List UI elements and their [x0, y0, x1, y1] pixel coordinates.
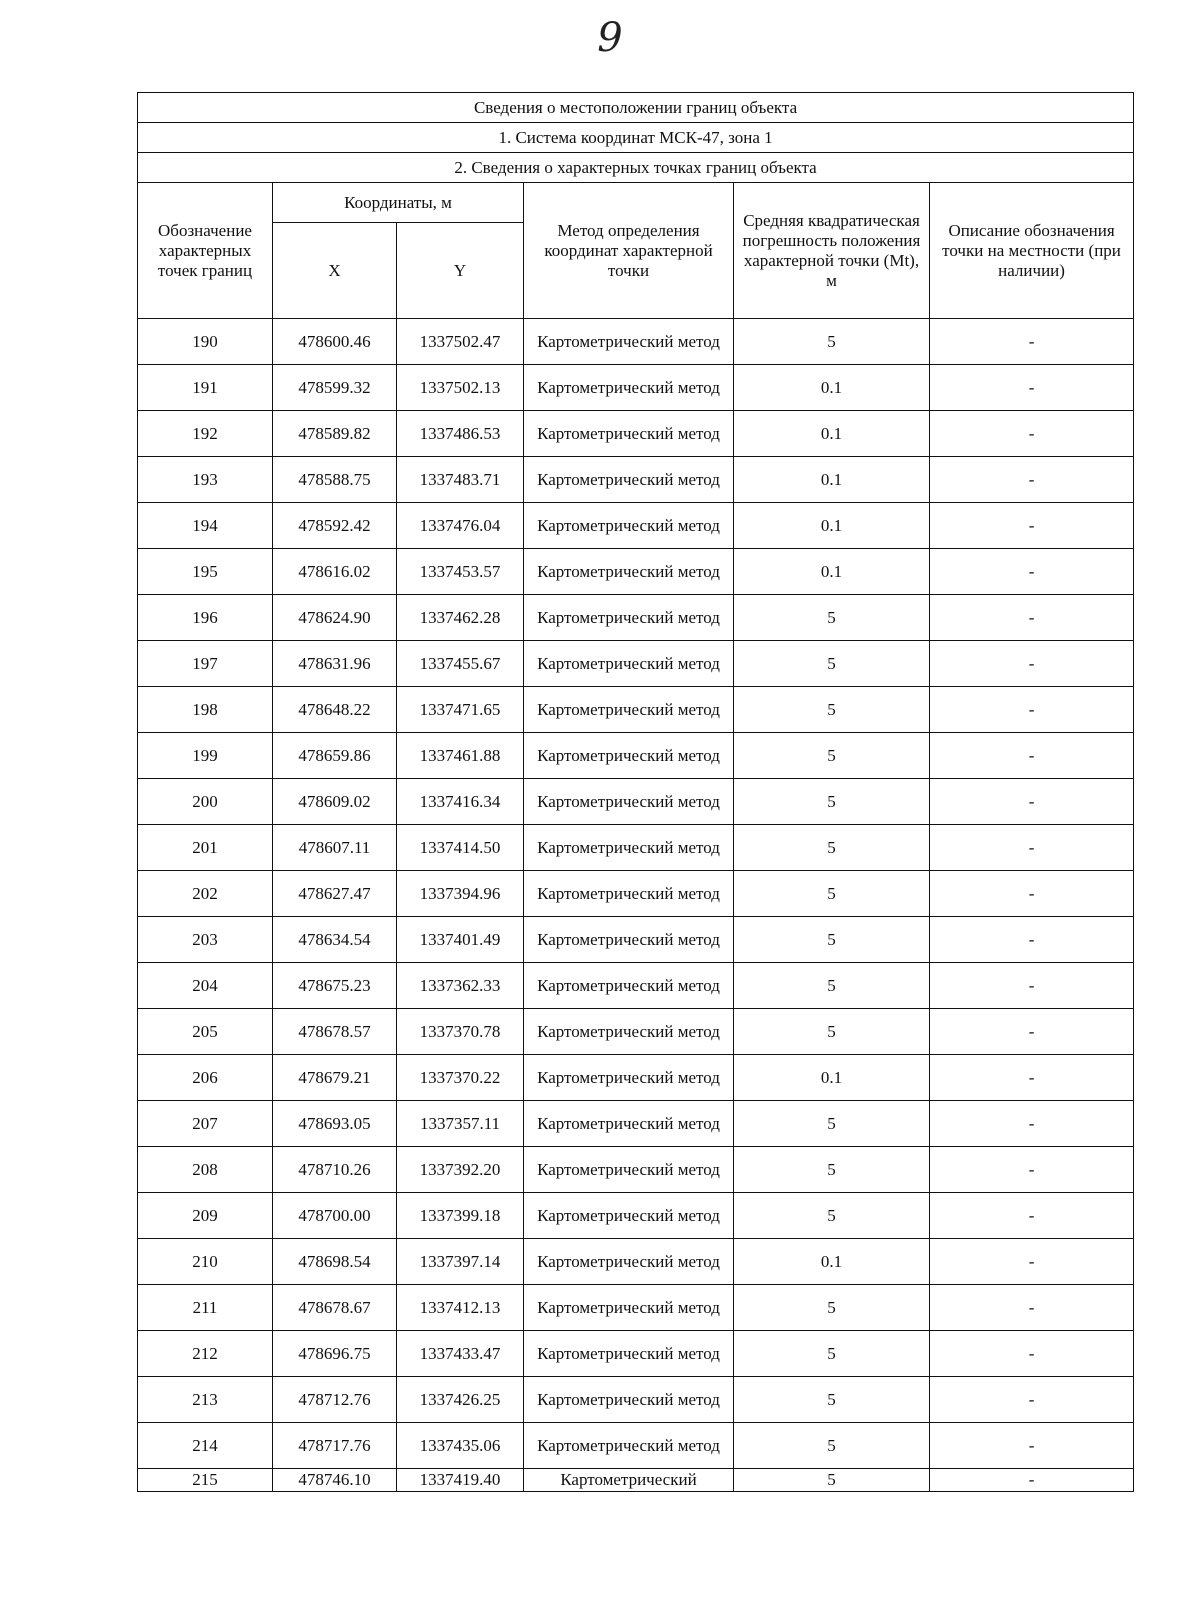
- header-y: Y: [397, 223, 524, 319]
- mt-value: 5: [734, 1193, 930, 1239]
- method: Картометрический метод: [524, 319, 734, 365]
- point-id: 211: [138, 1285, 273, 1331]
- coord-x: 478712.76: [273, 1377, 397, 1423]
- coord-x: 478679.21: [273, 1055, 397, 1101]
- coord-x: 478631.96: [273, 641, 397, 687]
- mt-value: 5: [734, 1285, 930, 1331]
- page-number: 9: [597, 15, 623, 61]
- table-row: [138, 641, 1134, 687]
- mt-value: 0.1: [734, 1055, 930, 1101]
- table-row: [138, 1239, 1134, 1285]
- method: Картометрический метод: [524, 1101, 734, 1147]
- coord-y: 1337414.50: [397, 825, 524, 871]
- point-id: 209: [138, 1193, 273, 1239]
- description: -: [930, 1147, 1134, 1193]
- description: -: [930, 1101, 1134, 1147]
- description: -: [930, 1009, 1134, 1055]
- table-row: [138, 1101, 1134, 1147]
- coord-x: 478659.86: [273, 733, 397, 779]
- mt-value: 5: [734, 641, 930, 687]
- coord-x: 478678.57: [273, 1009, 397, 1055]
- description: -: [930, 1055, 1134, 1101]
- mt-value: 5: [734, 871, 930, 917]
- table-row: [138, 549, 1134, 595]
- coord-y: 1337399.18: [397, 1193, 524, 1239]
- method: Картометрический метод: [524, 687, 734, 733]
- coord-y: 1337362.33: [397, 963, 524, 1009]
- mt-value: 5: [734, 687, 930, 733]
- method: Картометрический метод: [524, 549, 734, 595]
- table-row: [138, 595, 1134, 641]
- table-row: [138, 825, 1134, 871]
- header-method: Метод определения координат характерной точки: [524, 183, 734, 319]
- method: Картометрический метод: [524, 1377, 734, 1423]
- point-id: 198: [138, 687, 273, 733]
- coord-x: 478700.00: [273, 1193, 397, 1239]
- mt-value: 0.1: [734, 365, 930, 411]
- method: Картометрический метод: [524, 1009, 734, 1055]
- coord-x: 478675.23: [273, 963, 397, 1009]
- coord-y: 1337502.47: [397, 319, 524, 365]
- header-description: Описание обозначения точки на местности (при наличии): [930, 183, 1134, 319]
- method: Картометрический: [524, 1469, 734, 1492]
- description: -: [930, 917, 1134, 963]
- coord-x: 478589.82: [273, 411, 397, 457]
- coord-y: 1337471.65: [397, 687, 524, 733]
- description: -: [930, 549, 1134, 595]
- point-id: 195: [138, 549, 273, 595]
- description: -: [930, 1377, 1134, 1423]
- mt-value: 5: [734, 1331, 930, 1377]
- coord-x: 478624.90: [273, 595, 397, 641]
- table-row: [138, 1193, 1134, 1239]
- header-coordinates: Координаты, м: [273, 183, 524, 223]
- method: Картометрический метод: [524, 917, 734, 963]
- coord-y: 1337412.13: [397, 1285, 524, 1331]
- coord-y: 1337455.67: [397, 641, 524, 687]
- method: Картометрический метод: [524, 1147, 734, 1193]
- table-row-partial: [138, 1469, 1134, 1492]
- description: -: [930, 871, 1134, 917]
- coord-x: 478592.42: [273, 503, 397, 549]
- description: -: [930, 457, 1134, 503]
- mt-value: 0.1: [734, 457, 930, 503]
- description: -: [930, 779, 1134, 825]
- coord-x: 478634.54: [273, 917, 397, 963]
- coord-y: 1337462.28: [397, 595, 524, 641]
- method: Картометрический метод: [524, 503, 734, 549]
- coord-x: 478710.26: [273, 1147, 397, 1193]
- table-title: Сведения о местоположении границ объекта: [138, 93, 1134, 123]
- mt-value: 5: [734, 779, 930, 825]
- table-row: [138, 871, 1134, 917]
- table-row: [138, 365, 1134, 411]
- mt-value: 0.1: [734, 503, 930, 549]
- coord-y: 1337394.96: [397, 871, 524, 917]
- point-id: 205: [138, 1009, 273, 1055]
- point-id: 200: [138, 779, 273, 825]
- coord-x: 478746.10: [273, 1469, 397, 1492]
- coord-x: 478678.67: [273, 1285, 397, 1331]
- method: Картометрический метод: [524, 963, 734, 1009]
- coord-x: 478609.02: [273, 779, 397, 825]
- table-body: [138, 319, 1134, 1469]
- mt-value: 0.1: [734, 1239, 930, 1285]
- description: -: [930, 825, 1134, 871]
- mt-value: 5: [734, 825, 930, 871]
- table-row: [138, 687, 1134, 733]
- description: -: [930, 595, 1134, 641]
- table-subtitle: 2. Сведения о характерных точках границ объекта: [138, 153, 1134, 183]
- coord-y: 1337486.53: [397, 411, 524, 457]
- method: Картометрический метод: [524, 365, 734, 411]
- method: Картометрический метод: [524, 1239, 734, 1285]
- coord-x: 478696.75: [273, 1331, 397, 1377]
- mt-value: 0.1: [734, 411, 930, 457]
- mt-value: 0.1: [734, 549, 930, 595]
- mt-value: 5: [734, 917, 930, 963]
- method: Картометрический метод: [524, 457, 734, 503]
- coord-y: 1337461.88: [397, 733, 524, 779]
- coord-x: 478607.11: [273, 825, 397, 871]
- header-x: X: [273, 223, 397, 319]
- table-row: [138, 1423, 1134, 1469]
- coord-y: 1337502.13: [397, 365, 524, 411]
- coord-y: 1337426.25: [397, 1377, 524, 1423]
- coord-y: 1337401.49: [397, 917, 524, 963]
- coord-x: 478616.02: [273, 549, 397, 595]
- description: -: [930, 319, 1134, 365]
- coord-y: 1337357.11: [397, 1101, 524, 1147]
- coordinate-system: 1. Система координат МСК-47, зона 1: [138, 123, 1134, 153]
- coord-y: 1337433.47: [397, 1331, 524, 1377]
- mt-value: 5: [734, 963, 930, 1009]
- method: Картометрический метод: [524, 825, 734, 871]
- mt-value: 5: [734, 595, 930, 641]
- table-row: [138, 1009, 1134, 1055]
- description: -: [930, 1331, 1134, 1377]
- mt-value: 5: [734, 1423, 930, 1469]
- mt-value: 5: [734, 1377, 930, 1423]
- table-row: [138, 457, 1134, 503]
- mt-value: 5: [734, 1009, 930, 1055]
- table-row: [138, 1285, 1134, 1331]
- mt-value: 5: [734, 733, 930, 779]
- coord-y: 1337416.34: [397, 779, 524, 825]
- point-id: 199: [138, 733, 273, 779]
- point-id: 201: [138, 825, 273, 871]
- point-id: 194: [138, 503, 273, 549]
- description: -: [930, 687, 1134, 733]
- method: Картометрический метод: [524, 595, 734, 641]
- description: -: [930, 411, 1134, 457]
- coord-x: 478717.76: [273, 1423, 397, 1469]
- point-id: 193: [138, 457, 273, 503]
- method: Картометрический метод: [524, 1193, 734, 1239]
- coord-y: 1337370.78: [397, 1009, 524, 1055]
- table-row: [138, 733, 1134, 779]
- coord-y: 1337419.40: [397, 1469, 524, 1492]
- coord-x: 478693.05: [273, 1101, 397, 1147]
- table-row: [138, 411, 1134, 457]
- coord-y: 1337476.04: [397, 503, 524, 549]
- description: -: [930, 1469, 1134, 1492]
- point-id: 213: [138, 1377, 273, 1423]
- coord-x: 478600.46: [273, 319, 397, 365]
- point-id: 191: [138, 365, 273, 411]
- point-id: 190: [138, 319, 273, 365]
- coord-y: 1337435.06: [397, 1423, 524, 1469]
- mt-value: 5: [734, 1101, 930, 1147]
- header-point: Обозначение характерных точек границ: [138, 183, 273, 319]
- method: Картометрический метод: [524, 871, 734, 917]
- point-id: 214: [138, 1423, 273, 1469]
- coord-y: 1337453.57: [397, 549, 524, 595]
- table-row: [138, 963, 1134, 1009]
- method: Картометрический метод: [524, 1055, 734, 1101]
- method: Картометрический метод: [524, 411, 734, 457]
- description: -: [930, 1239, 1134, 1285]
- table-row: [138, 917, 1134, 963]
- table-row: [138, 1055, 1134, 1101]
- description: -: [930, 365, 1134, 411]
- table-row: [138, 319, 1134, 365]
- description: -: [930, 1193, 1134, 1239]
- point-id: 203: [138, 917, 273, 963]
- method: Картометрический метод: [524, 733, 734, 779]
- coord-y: 1337392.20: [397, 1147, 524, 1193]
- point-id: 210: [138, 1239, 273, 1285]
- method: Картометрический метод: [524, 1285, 734, 1331]
- description: -: [930, 733, 1134, 779]
- description: -: [930, 963, 1134, 1009]
- boundary-points-table: [137, 92, 1134, 1492]
- description: -: [930, 641, 1134, 687]
- table-row: [138, 1147, 1134, 1193]
- point-id: 202: [138, 871, 273, 917]
- mt-value: 5: [734, 1147, 930, 1193]
- point-id: 196: [138, 595, 273, 641]
- mt-value: 5: [734, 319, 930, 365]
- description: -: [930, 1285, 1134, 1331]
- point-id: 206: [138, 1055, 273, 1101]
- coord-x: 478588.75: [273, 457, 397, 503]
- method: Картометрический метод: [524, 779, 734, 825]
- description: -: [930, 1423, 1134, 1469]
- point-id: 212: [138, 1331, 273, 1377]
- coord-x: 478599.32: [273, 365, 397, 411]
- coord-x: 478698.54: [273, 1239, 397, 1285]
- coord-y: 1337483.71: [397, 457, 524, 503]
- table-row: [138, 503, 1134, 549]
- coord-x: 478648.22: [273, 687, 397, 733]
- method: Картометрический метод: [524, 1331, 734, 1377]
- point-id: 197: [138, 641, 273, 687]
- point-id: 215: [138, 1469, 273, 1492]
- table-row: [138, 1331, 1134, 1377]
- method: Картометрический метод: [524, 1423, 734, 1469]
- table-row: [138, 1377, 1134, 1423]
- coord-x: 478627.47: [273, 871, 397, 917]
- description: -: [930, 503, 1134, 549]
- coord-y: 1337370.22: [397, 1055, 524, 1101]
- mt-value: 5: [734, 1469, 930, 1492]
- point-id: 192: [138, 411, 273, 457]
- coord-y: 1337397.14: [397, 1239, 524, 1285]
- header-error: Средняя квадратическая погрешность положения характерной точки (Mt), м: [734, 183, 930, 319]
- point-id: 204: [138, 963, 273, 1009]
- point-id: 208: [138, 1147, 273, 1193]
- table-row: [138, 779, 1134, 825]
- point-id: 207: [138, 1101, 273, 1147]
- method: Картометрический метод: [524, 641, 734, 687]
